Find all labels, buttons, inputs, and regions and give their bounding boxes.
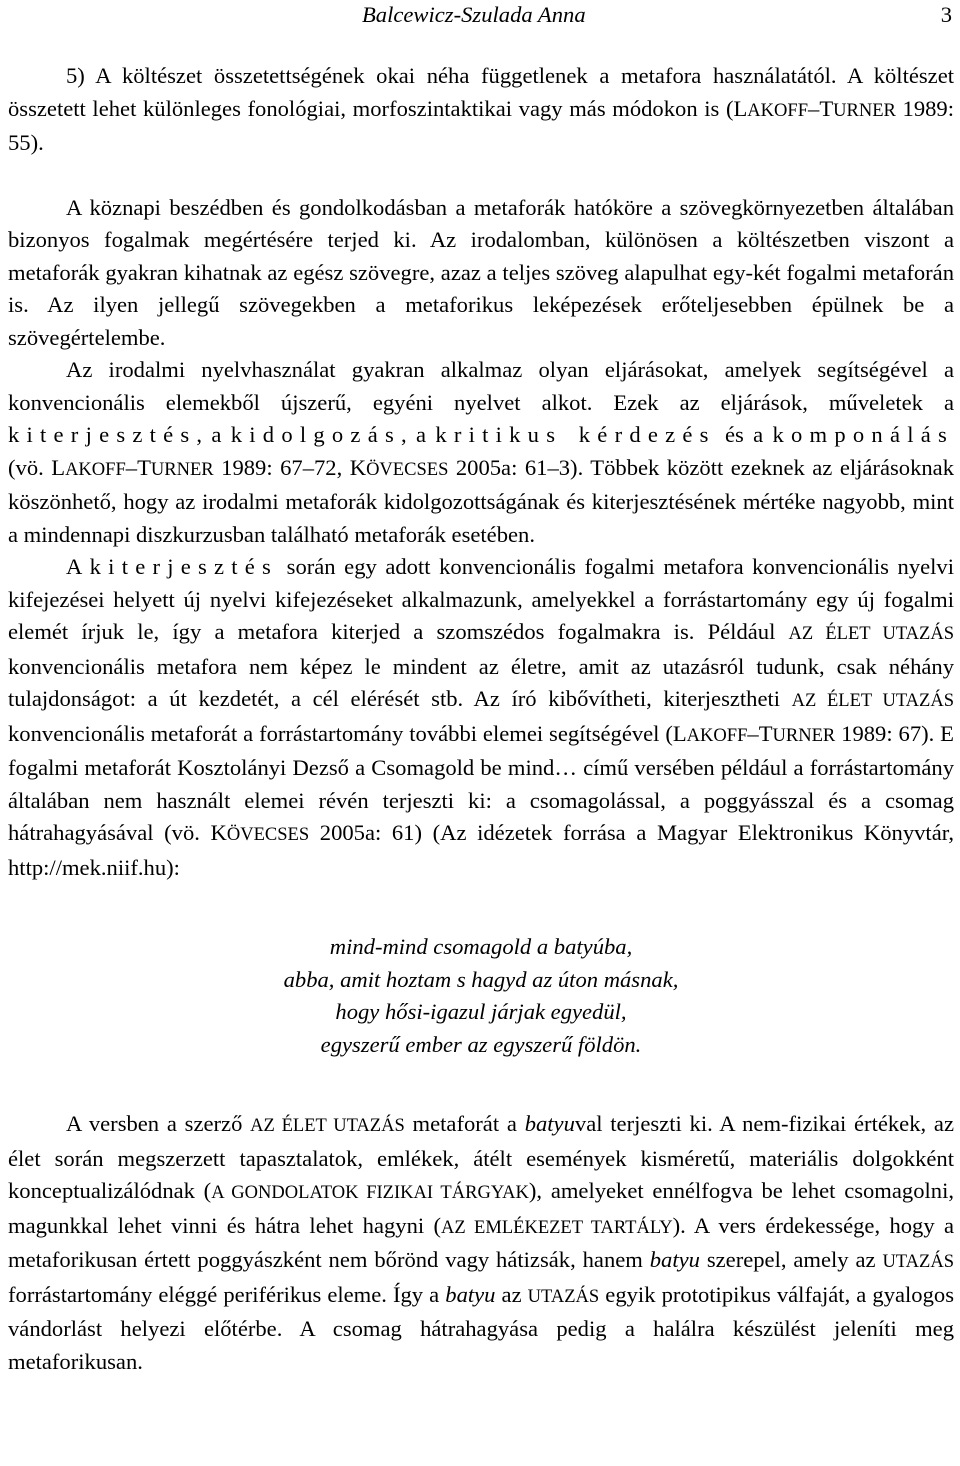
poem-line: abba, amit hoztam s hagyd az úton másnak, [283,966,679,992]
poem-quote [8,931,954,1061]
running-header [0,0,960,32]
page-number: 3 [940,2,952,27]
poem-line: mind-mind csomagold a batyúba, [329,934,633,959]
document-body [8,60,954,1378]
poem-line: egyszerű ember az egyszerű földön. [320,1031,642,1057]
paragraph-1: 5) A költészet összetettségének okai néha függetlenek a metafora használatától. A költészet összetett lehet különleges fonológiai, morfoszintaktikai vagy más módokon is (LAKOFF–TURNER 1989: 55). [8,63,954,155]
paragraph-4: A kiterjesztés során egy adott konvencionális fogalmi metafora konvencionális nyelvi kifejezései helyett új nyelvi kifejezéseket alkalmazunk, amelyekkel a forrástartomány egy új fogalmi elemét írjuk le, így a metafora kiterjed a szomszédos fogalmakra is. Például AZ ÉLET UTAZÁS konvencionális metafora nem képez le mindent az életre, amit az utazásról tudunk, csak néhány tulajdonságot: a út kezdetét, a cél elérését stb. Az író kibővítheti, kiterjesztheti AZ ÉLET UTAZÁS konvencionális metaforát a forrástartomány további elemei segítségével (LAKOFF–TURNER 1989: 67). E fogalmi metaforát Kosztolányi Dezső a Csomagold be mind… című versében például a forrástartomány általában nem használt elemei révén terjeszti ki: a csomagolással, a poggyásszal és a csomag hátrahagyásával (vö. KÖVECSES 2005a: 61) (Az idézetek forrása a Magyar Elektronikus Könyvtár, http://mek.niif.hu): [8,554,955,880]
paragraph-2: A köznapi beszédben és gondolkodásban a metaforák hatóköre a szövegkörnyezetben általában bizonyos fogalmak megértésére terjed ki. Az irodalomban, különösen a költészetben viszont a metaforák gyakran kihatnak az egész szövegre, azaz a teljes szöveg alapulhat egy-két fogalmi metaforán is. Az ilyen jellegű szövegekben a metaforikus leképezések erőteljesebben épülnek be a szövegértelembe. [8,194,954,350]
poem-line: hogy hősi-igazul járjak egyedül, [335,999,627,1024]
paragraph-5: A versben a szerző AZ ÉLET UTAZÁS metaforát a batyuval terjeszti ki. A nem-fizikai értékek, az élet során megszerzett tapasztalatok, emlékek, átélt események kisméretű, materiális dolgokként konceptualizálódnak (A GONDOLATOK FIZIKAI TÁRGYAK), amelyeket ennélfogva be lehet csomagolni, magunkkal lehet vinni és hátra lehet hagyni (AZ EMLÉKEZET TARTÁLY). A vers érdekessége, hogy a metaforikusan értett poggyászként nem bőrönd vagy hátizsák, hanem batyu szerepel, amely az UTAZÁS forrástartomány eléggé periférikus eleme. Így a batyu az UTAZÁS egyik prototipikus válfaját, a gyalogos vándorlást helyezi előtérbe. A csomag hátrahagyása pedig a halálra készülést jeleníti meg metaforikusan. [8,1111,955,1374]
header-author: Balcewicz-Szulada Anna [362,2,586,27]
paragraph-3: Az irodalmi nyelvhasználat gyakran alkalmaz olyan eljárásokat, amelyek segítségével a konvencionális elemekből újszerű, egyéni nyelvet alkot. Ezek az eljárások, műveletek a kiterjesztés, a kidolgozás, a kritikus kérdezés és a komponálás (vö. LAKOFF–TURNER 1989: 67–72, KÖVECSES 2005a: 61–3). Többek között ezeknek az eljárásoknak köszönhető, hogy az irodalmi metaforák kidolgozottságának és kiterjesztésének mértéke nagyobb, mint a mindennapi diszkurzusban található metaforák esetében. [8,357,955,547]
